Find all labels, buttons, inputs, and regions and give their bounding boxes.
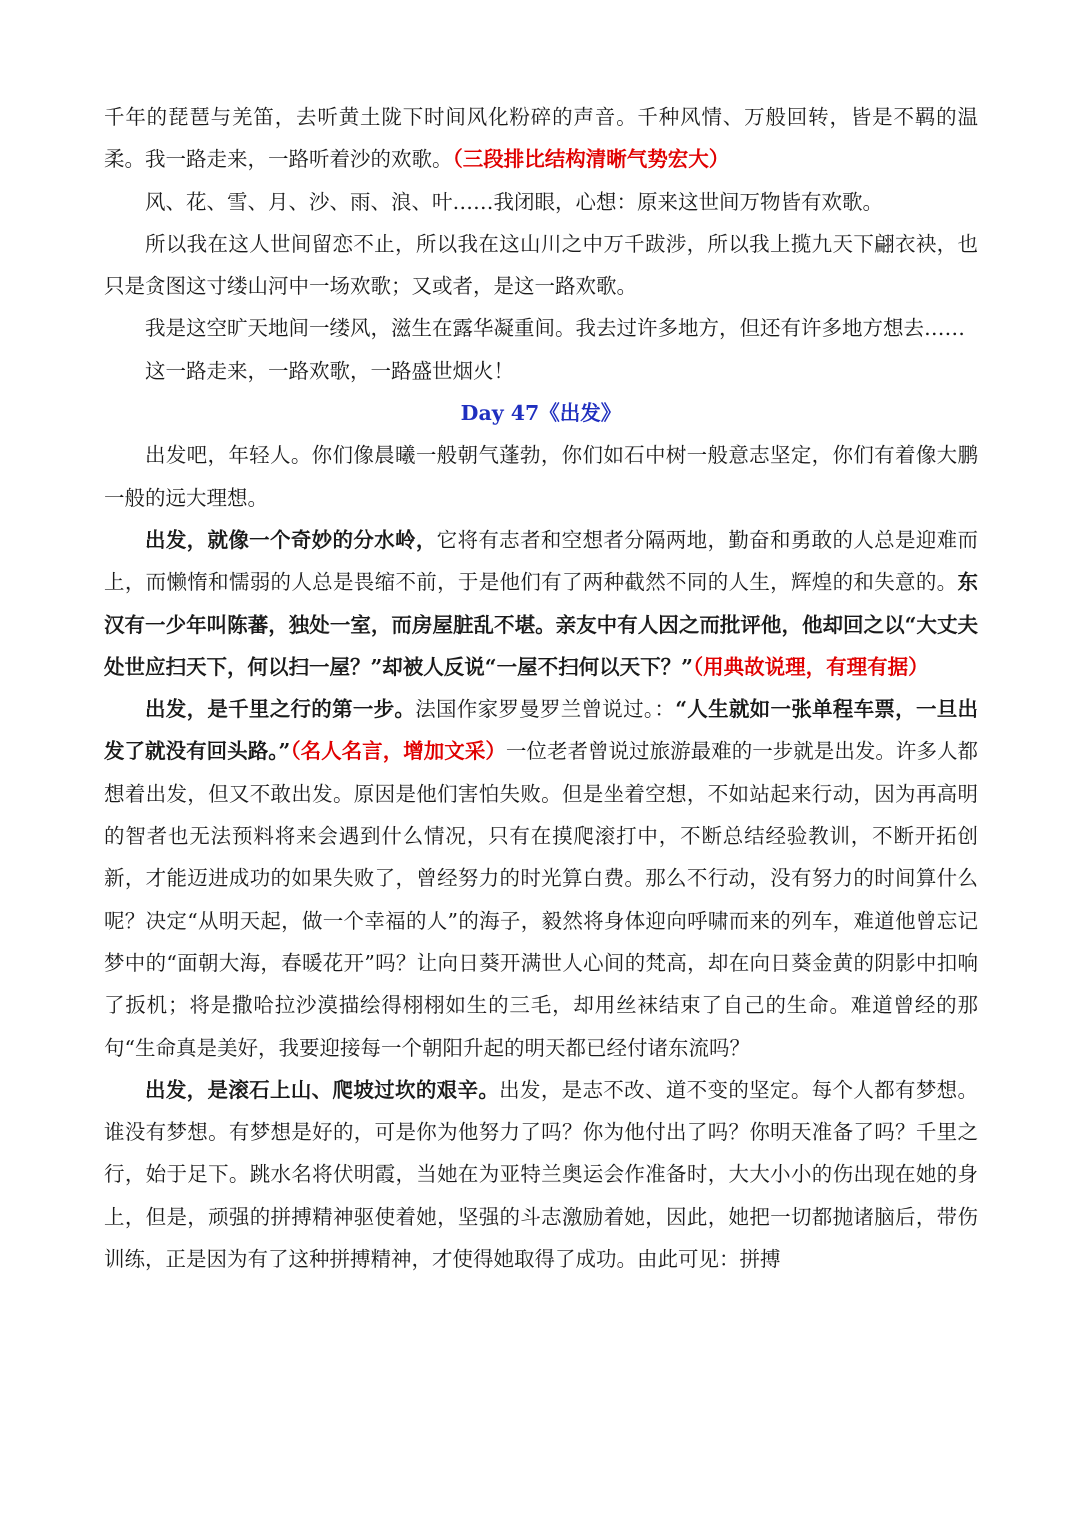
essay-paragraph-1: 出发吧，年轻人。你们像晨曦一般朝气蓬勃，你们如石中树一般意志坚定，你们有着像大鹏一般的远大理想。 bbox=[104, 443, 978, 510]
body-text: 法国作家罗曼罗兰曾说过。： bbox=[415, 697, 676, 722]
essay-paragraph-3 bbox=[104, 688, 978, 1069]
body-text: 一位老者曾说过旅游最难的一步就是出发。许多人都想着出发，但又不敢出发。原因是他们害怕失败。但是坐着空想，不如站起来行动，因为再高明的智者也无法预料将来会遇到什么情况，只有在摸爬滚打中，不断总结经验教训，不断开拓创新，才能迈进成功的如果失败了，曾经努力的时光算白费。那么不行动，没有努力的时间算什么呢？决定“从明天起，做一个幸福的人”的海子，毅然将身体迎向呼啸而来的列车，难道他曾忘记梦中的“面朝大海，春暖花开”吗？让向日葵开满世人心间的梵高，却在向日葵金黄的阴影中扣响了扳机；将是撒哈拉沙漠描绘得栩栩如生的三毛，却用丝袜结束了自己的生命。难道曾经的那句“生命真是美好，我要迎接每一个朝阳升起的明天都已经付诸东流吗？ bbox=[104, 739, 979, 1060]
document-page bbox=[104, 96, 978, 1280]
essay-paragraph-2 bbox=[104, 519, 978, 688]
body-text: 它将有志者和空想者分隔两地，勤奋和勇敢的人总是迎难而上，而懒惰和懦弱的人总是畏缩不前，于是他们有了两种截然不同的人生，辉煌的和失意的。 bbox=[104, 527, 979, 595]
intro-paragraph-2: 风、花、雪、月、沙、雨、浪、叶……我闭眼，心想：原来这世间万物皆有欢歌。 bbox=[145, 189, 883, 214]
example-text: 东汉有一少年叫陈蕃，独处一室，而房屋脏乱不堪。亲友中有人因之而批评他，他却回之以“大丈夫处世应扫天下，何以扫一屋？”却被人反说“一屋不扫何以天下？” bbox=[104, 570, 978, 679]
intro-paragraph-4: 我是这空旷天地间一缕风，滋生在露华凝重间。我去过许多地方，但还有许多地方想去…… bbox=[145, 316, 965, 341]
topic-sentence: 出发，是滚石上山、爬坡过坎的艰辛。 bbox=[145, 1077, 500, 1102]
essay-title: Day 47《出发》 bbox=[460, 401, 622, 426]
annotation-note: （三段排比结构清晰气势宏大） bbox=[452, 147, 730, 172]
annotation-note: （用典故说理，有理有据） bbox=[692, 654, 929, 679]
intro-paragraph-1-text: 千年的琵琶与羌笛，去听黄土陇下时间风化粉碎的声音。千种风情、万般回转，皆是不羁的温柔。我一路走来，一路听着沙的欢歌。 bbox=[104, 105, 978, 172]
intro-paragraph-3: 所以我在这人世间留恋不止，所以我在这山川之中万千跋涉，所以我上揽九天下翩衣袂，也只是贪图这寸缕山河中一场欢歌；又或者，是这一路欢歌。 bbox=[104, 231, 978, 299]
intro-paragraph-1 bbox=[104, 96, 978, 181]
intro-paragraph-5: 这一路走来，一路欢歌，一路盛世烟火！ bbox=[145, 358, 514, 383]
topic-sentence: 出发，就像一个奇妙的分水岭， bbox=[145, 527, 437, 552]
topic-sentence: 出发，是千里之行的第一步。 bbox=[145, 697, 416, 722]
annotation-note: （名人名言，增加文采） bbox=[290, 739, 506, 764]
essay-paragraph-4 bbox=[104, 1069, 978, 1280]
quote-text: “人生就如一张单程车票，一旦出发了就没有回头路。” bbox=[104, 697, 979, 764]
body-text: 出发，是志不改、道不变的坚定。每个人都有梦想。谁没有梦想。有梦想是好的，可是你为他努力了吗？你为他付出了吗？你明天准备了吗？千里之行，始于足下。跳水名将伏明霞，当她在为亚特兰奥运会作准备时，大大小小的伤出现在她的身上，但是，顽强的拼搏精神驱使着她，坚强的斗志激励着她，因此，她把一切都抛诸脑后，带伤训练，正是因为有了这种拼搏精神，才使得她取得了成功。由此可见：拼搏 bbox=[104, 1077, 979, 1272]
